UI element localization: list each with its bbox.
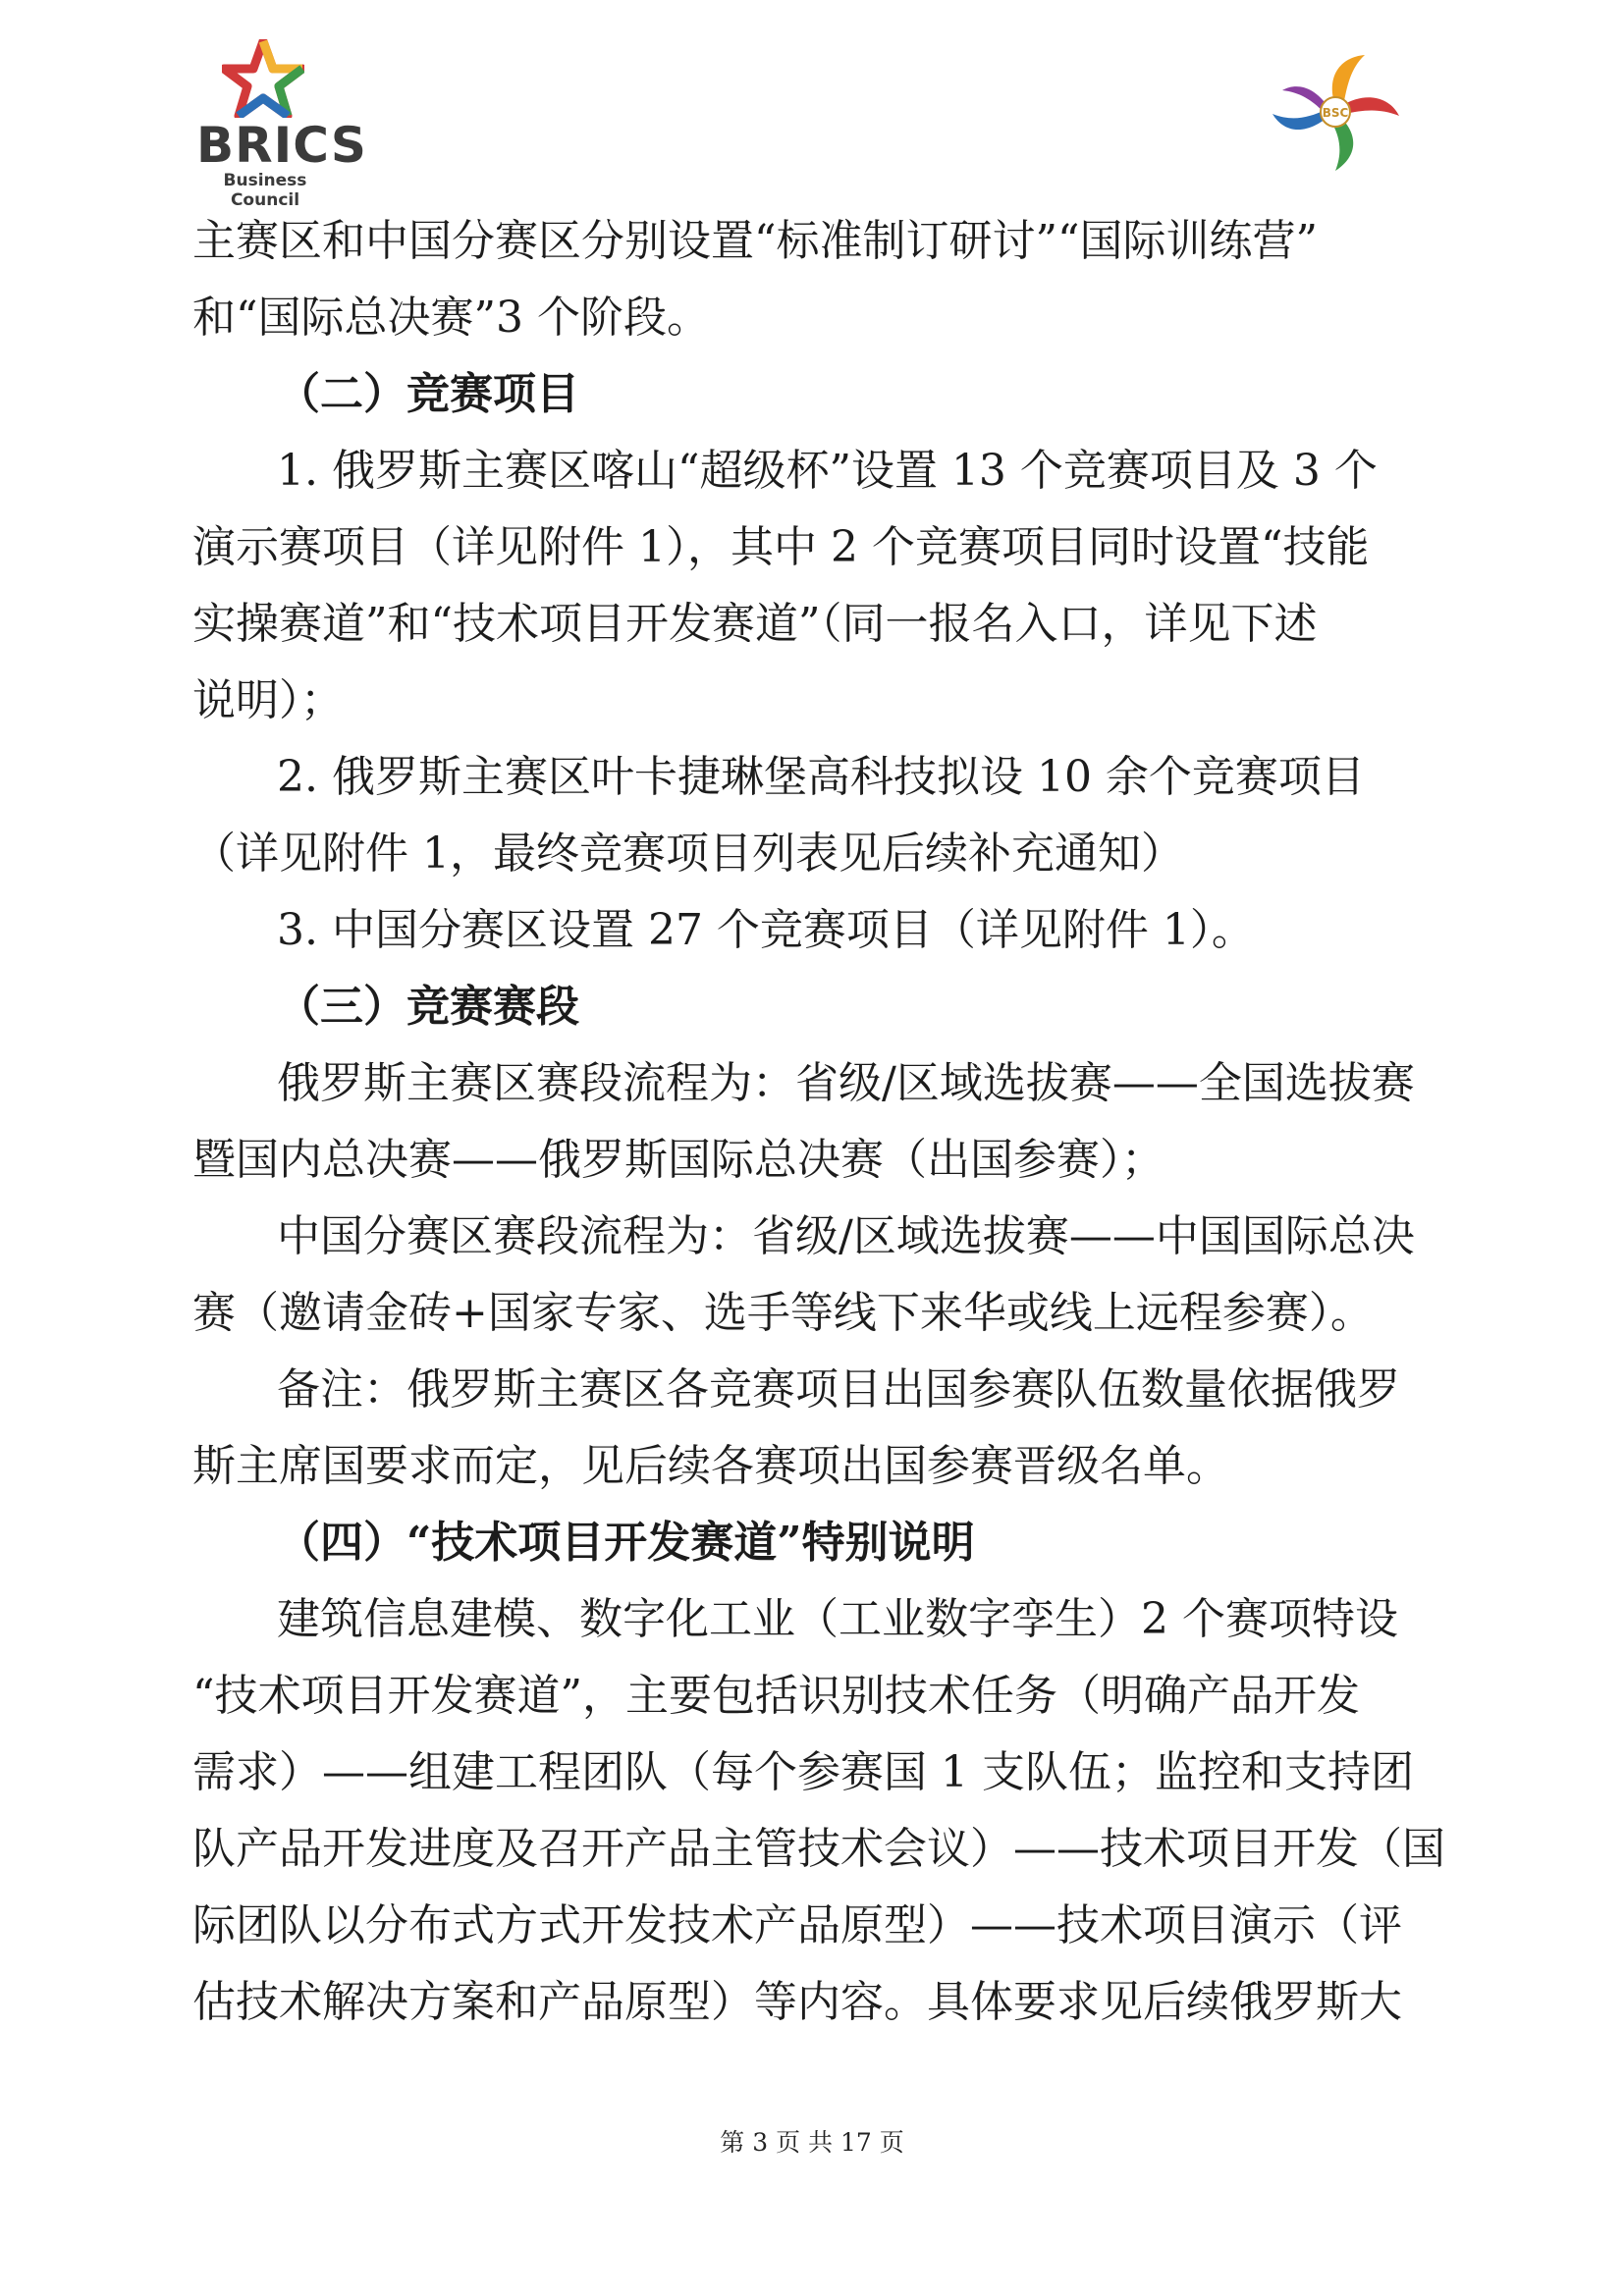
body-line-9: （详见附件 1，最终竞赛项目列表见后续补充通知） <box>192 828 1184 879</box>
body-line-2: 和“国际总决赛”3 个阶段。 <box>192 293 710 343</box>
bsc-logo-text: BSC <box>1322 106 1349 120</box>
body-line-16: 备注：俄罗斯主赛区各竞赛项目出国参赛队伍数量依据俄罗 <box>277 1364 1400 1415</box>
section-heading-3: （三）竞赛赛段 <box>277 982 579 1032</box>
brics-subtitle: Business Council <box>223 171 307 210</box>
brics-business-council-logo <box>196 39 367 210</box>
body-line-17: 斯主席国要求而定，见后续各赛项出国参赛晋级名单。 <box>192 1441 1229 1491</box>
section-heading-4: （四）“技术项目开发赛道”特别说明 <box>277 1518 975 1568</box>
body-line-7: 说明）； <box>192 675 344 725</box>
body-line-14: 中国分赛区赛段流程为：省级/区域选拔赛——中国国际总决 <box>277 1211 1415 1261</box>
page-number: 第 3 页 共 17 页 <box>720 2128 904 2157</box>
body-line-20: “技术项目开发赛道”，主要包括识别技术任务（明确产品开发 <box>192 1671 1360 1721</box>
body-line-8: 2. 俄罗斯主赛区叶卡捷琳堡高科技拟设 10 余个竞赛项目 <box>277 752 1365 802</box>
body-line-13: 暨国内总决赛——俄罗斯国际总决赛（出国参赛）； <box>192 1135 1164 1185</box>
body-line-4: 1. 俄罗斯主赛区喀山“超级杯”设置 13 个竞赛项目及 3 个 <box>277 446 1378 496</box>
body-line-6: 实操赛道”和“技术项目开发赛道”（同一报名入口，详见下述 <box>192 599 1318 649</box>
body-line-12: 俄罗斯主赛区赛段流程为：省级/区域选拔赛——全国选拔赛 <box>277 1058 1415 1108</box>
brics-star-icon <box>222 39 304 118</box>
body-line-23: 际团队以分布式方式开发技术产品原型）——技术项目演示（评 <box>192 1900 1402 1950</box>
body-line-19: 建筑信息建模、数字化工业（工业数字孪生）2 个赛项特设 <box>277 1594 1398 1644</box>
brics-wordmark: BRICS <box>196 117 367 174</box>
body-line-1: 主赛区和中国分赛区分别设置“标准制订研讨”“国际训练营” <box>192 216 1318 266</box>
bsc-swirl-logo <box>1267 47 1404 175</box>
body-line-10: 3. 中国分赛区设置 27 个竞赛项目（详见附件 1）。 <box>277 905 1255 955</box>
body-line-21: 需求）——组建工程团队（每个参赛国 1 支队伍；监控和支持团 <box>192 1747 1414 1797</box>
body-line-24: 估技术解决方案和产品原型）等内容。具体要求见后续俄罗斯大 <box>192 1977 1402 2027</box>
body-line-22: 队产品开发进度及召开产品主管技术会议）——技术项目开发（国 <box>192 1824 1445 1874</box>
body-line-5: 演示赛项目（详见附件 1），其中 2 个竞赛项目同时设置“技能 <box>192 522 1370 572</box>
body-line-15: 赛（邀请金砖+国家专家、选手等线下来华或线上远程参赛）。 <box>192 1288 1374 1338</box>
section-heading-2: （二）竞赛项目 <box>277 369 579 419</box>
